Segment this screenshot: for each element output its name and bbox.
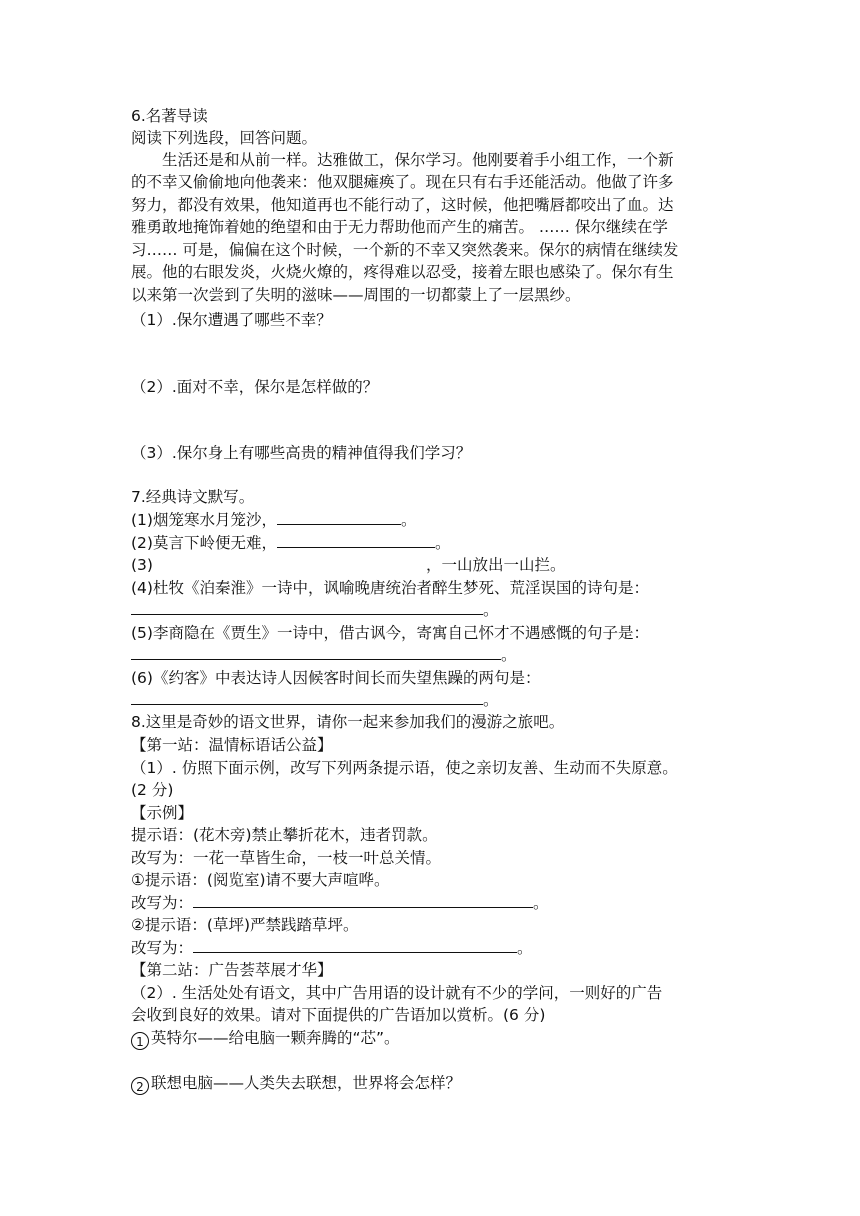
- q7-item-1: [131, 510, 416, 531]
- passage-line: 展。他的右眼发炎，火烧火燎的，疼得难以忍受，接着左眼也感染了。保尔有生: [131, 263, 674, 281]
- q6-subquestion-2: （2）.面对不幸，保尔是怎样做的？: [131, 378, 379, 396]
- q7-item-5: (5)李商隐在《贾生》一诗中，借古讽今，寄寓自己怀才不遇感慨的句子是：: [131, 624, 649, 642]
- answer-blank[interactable]: [193, 893, 533, 908]
- q7-item-6-answer: [131, 690, 499, 711]
- q7-item-4-end: 。: [483, 601, 499, 619]
- q7-item-1-text: (1)烟笼寒水月笼沙，: [131, 511, 277, 529]
- rewrite-end: 。: [517, 939, 533, 957]
- q6-title: 6.名著导读: [131, 107, 208, 125]
- circled-number: 2: [131, 1077, 149, 1095]
- ad-1-text: 英特尔——给电脑一颗奔腾的“芯”。: [151, 1029, 400, 1047]
- answer-blank[interactable]: [131, 600, 483, 615]
- q7-item-4-answer: [131, 600, 499, 621]
- q8-subquestion-1: （1）. 仿照下面示例，改写下列两条提示语，使之亲切友善、生动而不失原意。: [131, 759, 678, 777]
- prompt-2: ②提示语：(草坪)严禁践踏草坪。: [131, 916, 359, 934]
- station-1-heading: 【第一站：温情标语话公益】: [131, 736, 333, 754]
- q8-subquestion-2: （2）. 生活处处有语文，其中广告用语的设计就有不少的学问，一则好的广告: [131, 984, 663, 1002]
- q7-item-4: (4)杜牧《泊秦淮》一诗中，讽喻晚唐统治者醉生梦死、荒淫误国的诗句是：: [131, 579, 649, 597]
- rewrite-label: 改写为：: [131, 939, 194, 957]
- answer-blank[interactable]: [131, 690, 483, 705]
- q7-item-2: [131, 533, 450, 554]
- answer-blank[interactable]: [277, 533, 435, 548]
- circled-number: 1: [131, 1032, 149, 1050]
- answer-blank[interactable]: [131, 645, 501, 660]
- passage-line: 的不幸又偷偷地向他袭来：他双腿瘫痪了。现在只有右手还能活动。他做了许多: [131, 173, 674, 191]
- passage-line: 习…… 可是，偏偏在这个时候，一个新的不幸又突然袭来。保尔的病情在继续发: [131, 241, 679, 259]
- q7-item-2-end: 。: [434, 534, 451, 552]
- rewrite-end: 。: [533, 894, 549, 912]
- passage-line: 以来第一次尝到了失明的滋味——周围的一切都蒙上了一层黑纱。: [131, 286, 581, 304]
- q7-item-3-text: ，一山放出一山拦。: [426, 556, 566, 574]
- passage-line: 生活还是和从前一样。达雅做工，保尔学习。他刚要着手小组工作，一个新: [162, 151, 674, 169]
- q8-subquestion-1-score: (2 分): [131, 781, 174, 799]
- rewrite-2: [131, 938, 533, 959]
- example-prompt: 提示语：(花木旁)禁止攀折花木，违者罚款。: [131, 826, 438, 844]
- prompt-1: ①提示语：(阅览室)请不要大声喧哗。: [131, 871, 390, 889]
- ad-2-text: 联想电脑——人类失去联想，世界将会怎样？: [151, 1074, 462, 1092]
- q6-instruction: 阅读下列选段，回答问题。: [131, 129, 318, 147]
- q8-title: 8.这里是奇妙的语文世界，请你一起来参加我们的漫游之旅吧。: [131, 713, 565, 731]
- q8-subquestion-2-cont: 会收到良好的效果。请对下面提供的广告语加以赏析。(6 分): [131, 1006, 546, 1024]
- station-2-heading: 【第二站：广告荟萃展才华】: [131, 961, 333, 979]
- example-header: 【示例】: [131, 804, 194, 822]
- q7-item-6-end: 。: [483, 691, 499, 709]
- ad-1: [131, 1028, 400, 1050]
- rewrite-label: 改写为：: [131, 894, 194, 912]
- answer-blank[interactable]: [193, 938, 517, 953]
- q7-item-5-answer: [131, 645, 517, 666]
- q7-item-6: (6)《约客》中表达诗人因候客时间长而失望焦躁的两句是：: [131, 669, 541, 687]
- answer-blank[interactable]: [277, 510, 401, 525]
- q6-subquestion-3: （3）.保尔身上有哪些高贵的精神值得我们学习？: [131, 444, 472, 462]
- example-rewrite: 改写为：一花一草皆生命，一枝一叶总关情。: [131, 849, 442, 867]
- q7-item-5-end: 。: [501, 646, 517, 664]
- passage-line: 努力，都没有效果，他知道再也不能行动了，这时候，他把嘴唇都咬出了血。达: [131, 196, 674, 214]
- ad-2: [131, 1073, 461, 1095]
- q7-item-2-text: (2)莫言下岭便无难，: [131, 534, 277, 552]
- rewrite-1: [131, 893, 549, 914]
- q7-item-1-end: 。: [400, 511, 417, 529]
- q6-subquestion-1: （1）.保尔遭遇了哪些不幸？: [131, 311, 332, 329]
- q7-item-3-number: (3): [131, 556, 153, 574]
- passage-line: 雅勇敢地掩饰着她的绝望和由于无力帮助他而产生的痛苦。 …… 保尔继续在学: [131, 218, 668, 236]
- q7-title: 7.经典诗文默写。: [131, 488, 255, 506]
